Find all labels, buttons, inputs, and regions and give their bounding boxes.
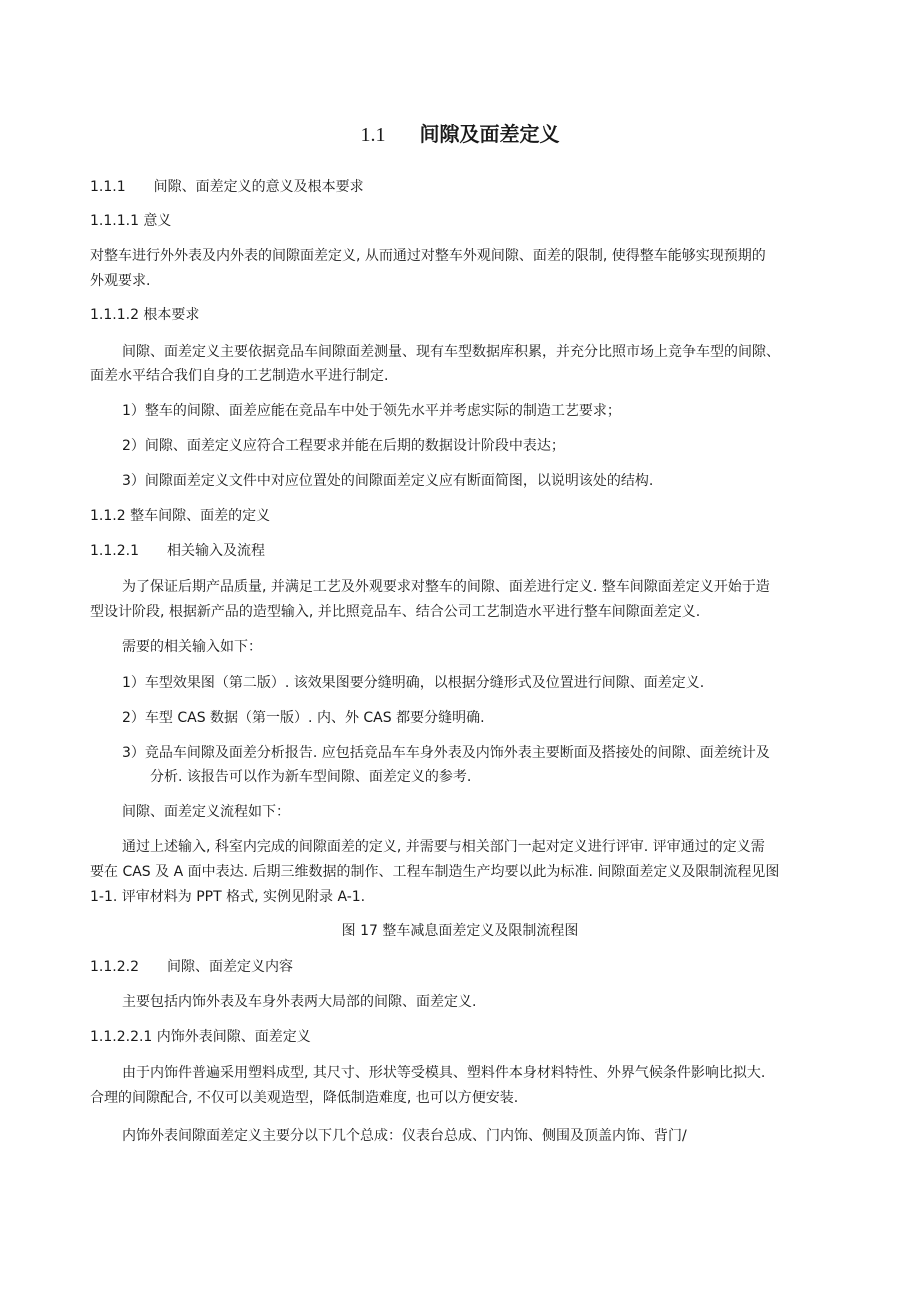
heading-text: 相关输入及流程 [166, 543, 265, 559]
requirement-item-3: 3）间隙面差定义文件中对应位置处的间隙面差定义应有断面简图，以说明该处的结构. [122, 473, 654, 489]
heading-1-1-2-1 [90, 540, 850, 562]
heading-1-1-1 [90, 176, 850, 198]
section-title [0, 120, 920, 149]
process-paragraph-line-1: 通过上述输入, 科室内完成的间隙面差的定义, 并需要与相关部门一起对定义进行评审. 评审通过的定义需 [122, 839, 765, 855]
requirements-paragraph-line-1: 间隙、面差定义主要依据竞品车间隙面差测量、现有车型数据库积累，并充分比照市场上竞争车型的间隙、 [122, 344, 780, 360]
content-paragraph: 主要包括内饰外表及车身外表两大局部的间隙、面差定义. [122, 994, 477, 1010]
heading-text: 间隙、面差定义的意义及根本要求 [153, 179, 364, 195]
heading-1-1-1-1: 1.1.1.1 意义 [90, 213, 172, 229]
flow-paragraph-line-1: 为了保证后期产品质量, 并满足工艺及外观要求对整车的间隙、面差进行定义. 整车间隙面差定义开始于造 [122, 579, 770, 595]
input-item-3-line-2: 分析. 该报告可以作为新车型间隙、面差定义的参考. [150, 769, 472, 785]
requirements-paragraph-line-2: 面差水平结合我们自身的工艺制造水平进行制定. [90, 368, 389, 384]
requirement-item-1: 1）整车的间隙、面差应能在竞品车中处于领先水平并考虑实际的制造工艺要求； [122, 403, 621, 419]
section-title-text: 间隙及面差定义 [419, 122, 560, 146]
input-item-1: 1）车型效果图（第二版）. 该效果图要分缝明确，以根据分缝形式及位置进行间隙、面差定义. [122, 675, 705, 691]
interior-paragraph-line-3: 内饰外表间隙面差定义主要分以下几个总成：仪表台总成、门内饰、侧围及顶盖内饰、背门/ [122, 1128, 687, 1144]
process-paragraph-line-3: 1-1. 评审材料为 PPT 格式, 实例见附录 A-1. [90, 889, 366, 905]
flow-paragraph-line-2: 型设计阶段, 根据新产品的造型输入, 并比照竞品车、结合公司工艺制造水平进行整车间隙面差定义. [90, 604, 701, 620]
inputs-intro: 需要的相关输入如下： [122, 639, 262, 655]
heading-1-1-2: 1.1.2 整车间隙、面差的定义 [90, 508, 271, 524]
input-item-2: 2）车型 CAS 数据（第一版）. 内、外 CAS 都要分缝明确. [122, 710, 485, 726]
heading-1-1-2-2-1: 1.1.2.2.1 内饰外表间隙、面差定义 [90, 1029, 311, 1045]
process-intro: 间隙、面差定义流程如下： [122, 804, 290, 820]
figure-caption: 图 17 整车减息面差定义及限制流程图 [341, 923, 579, 939]
heading-number: 1.1.2.1 [90, 543, 139, 559]
section-title-number: 1.1 [360, 124, 386, 146]
heading-text: 间隙、面差定义内容 [166, 959, 293, 975]
meaning-paragraph-line-2: 外观要求. [90, 273, 151, 289]
heading-number: 1.1.1 [90, 179, 126, 195]
heading-1-1-2-2 [90, 956, 850, 978]
meaning-paragraph-line-1: 对整车进行外外表及内外表的间隙面差定义, 从而通过对整车外观间隙、面差的限制, 使得整车能够实现预期的 [90, 248, 766, 264]
interior-paragraph-line-2: 合理的间隙配合, 不仅可以美观造型，降低制造难度, 也可以方便安装. [90, 1090, 519, 1106]
heading-number: 1.1.2.2 [90, 959, 139, 975]
input-item-3-line-1: 3）竞品车间隙及面差分析报告. 应包括竞品车车身外表及内饰外表主要断面及搭接处的间隙、面差统计及 [122, 745, 770, 761]
requirement-item-2: 2）间隙、面差定义应符合工程要求并能在后期的数据设计阶段中表达； [122, 438, 565, 454]
process-paragraph-line-2: 要在 CAS 及 A 面中表达. 后期三维数据的制作、工程车制造生产均要以此为标准. 间隙面差定义及限制流程见图 [90, 864, 780, 880]
interior-paragraph-line-1: 由于内饰件普遍采用塑料成型, 其尺寸、形状等受模具、塑料件本身材料特性、外界气候条件影响比拟大. [122, 1065, 766, 1081]
heading-1-1-1-2: 1.1.1.2 根本要求 [90, 307, 200, 323]
